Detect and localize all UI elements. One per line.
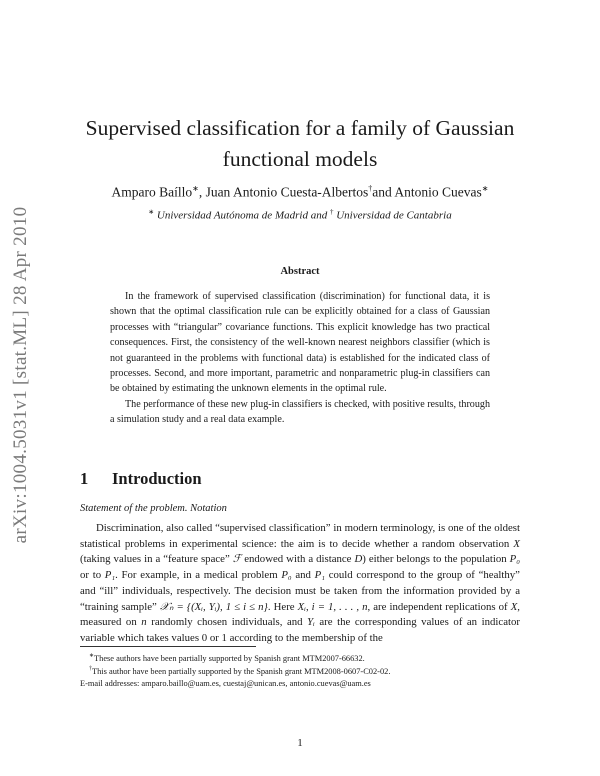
body-text-run: endowed with a distance xyxy=(241,553,355,566)
footnote-2-text: This author have been partially supported by the Spanish grant MTM2008-0607-C02-02. xyxy=(92,667,391,677)
affil-mark-1: ∗ xyxy=(148,208,155,216)
subsection-heading: Statement of the problem. Notation xyxy=(80,503,227,514)
body-text-run: or to xyxy=(80,569,105,582)
footnote-1 xyxy=(80,651,520,664)
abstract-heading: Abstract xyxy=(280,266,320,277)
body-paragraph xyxy=(80,521,520,647)
math-feature-space: ℱ xyxy=(232,553,242,566)
body-text-run: could correspond to the group of “healthy” and “ill” individuals, respectively. The decision must be taken from the information provided by a “training sample” xyxy=(80,569,520,613)
abstract xyxy=(110,289,490,428)
author-2-mark: † xyxy=(368,184,373,193)
math-p0: P₀ xyxy=(509,553,521,566)
body-text xyxy=(80,521,520,647)
body-text-run: , xyxy=(305,600,312,613)
footnote-2-mark: † xyxy=(89,666,92,673)
math-p0: P₀ xyxy=(281,569,292,582)
math-xi: Xᵢ xyxy=(297,600,306,613)
affiliation-2: Universidad de Cantabria xyxy=(333,209,452,222)
arxiv-stamp-text: arXiv:1004.5031v1 [stat.ML] 28 Apr 2010 xyxy=(10,206,31,544)
author-1-mark: ∗ xyxy=(192,184,199,193)
author-3: and Antonio Cuevas xyxy=(372,184,482,200)
author-1: Amparo Baíllo xyxy=(111,184,193,200)
math-n: n xyxy=(141,616,147,629)
math-p1: P₁ xyxy=(104,569,116,582)
math-distance: D xyxy=(354,553,363,566)
body-text-run: and xyxy=(291,569,315,582)
section-title: Introduction xyxy=(112,469,202,488)
abstract-paragraph-1: In the framework of supervised classification (discrimination) for functional data, it is shown that the optimal classification rule can be explicitly obtained for a class of Gaussian processes with “triangular” covariance functions. This explicit knowledge has two practical consequences. First, the consistency of the well-known nearest neighbors classifier (which is not guaranteed in the problems with functional data) is established for the indicated class of processes. Second, and more important, parametric and nonparametric plug-in classifiers can be obtained by estimating the unknown elements in the optimal rule. xyxy=(110,291,490,395)
body-text-run: . For example, in a medical problem xyxy=(115,569,282,582)
body-text-run: . Here xyxy=(267,600,298,613)
title-line-2: functional models xyxy=(222,147,378,171)
math-index-range: i = 1, . . . , n xyxy=(311,600,368,613)
abstract-paragraph-2: The performance of these new plug-in classifiers is checked, with positive results, through a simulation study and a real data example. xyxy=(110,398,490,426)
body-text-run: (taking values in a “feature space” xyxy=(80,553,233,566)
math-x: X xyxy=(510,600,518,613)
email-addresses: E-mail addresses: amparo.baillo@uam.es, cuestaj@unican.es, antonio.cuevas@uam.es xyxy=(80,678,371,688)
author-list xyxy=(60,184,540,201)
math-yi: Yᵢ xyxy=(307,616,315,629)
footnote-2 xyxy=(80,664,520,677)
math-training-sample: 𝒳ₙ = {(Xᵢ, Yᵢ), 1 ≤ i ≤ n} xyxy=(159,600,268,613)
author-3-mark: ∗ xyxy=(481,184,489,193)
body-text-run: are the corresponding values of an indicator variable which takes values 0 or 1 according to the membership of the xyxy=(80,616,520,644)
page-number: 1 xyxy=(297,737,303,749)
affiliation-1: Universidad Autónoma de Madrid and xyxy=(154,209,330,222)
title-line-1: Supervised classification for a family of Gaussian xyxy=(85,116,515,140)
affiliations xyxy=(60,208,540,222)
footnote-1-mark: ∗ xyxy=(89,653,95,659)
section-heading xyxy=(80,469,202,489)
arxiv-stamp xyxy=(6,185,36,565)
math-x: X xyxy=(513,537,520,550)
affil-mark-2: † xyxy=(329,208,334,216)
footnote-rule xyxy=(80,646,256,647)
body-text-run: Discrimination, also called “supervised classification” in modern terminology, is one of the oldest statistical problems in experimental science: the aim is to decide whether a random observation xyxy=(80,522,520,550)
author-2: , Juan Antonio Cuesta-Albertos xyxy=(198,184,369,200)
footnotes xyxy=(80,651,520,689)
math-p1: P₁ xyxy=(314,569,326,582)
body-text-run: ) either belongs to the population xyxy=(362,553,510,566)
section-number: 1 xyxy=(80,469,89,488)
body-text-run: , are independent replications of xyxy=(367,600,511,613)
footnote-1-text: These authors have been partially supported by Spanish grant MTM2007-66632. xyxy=(94,653,365,663)
body-text-run: , measured on xyxy=(80,600,520,629)
paper-title xyxy=(80,113,520,175)
body-text-run: randomly chosen individuals, and xyxy=(146,616,308,629)
